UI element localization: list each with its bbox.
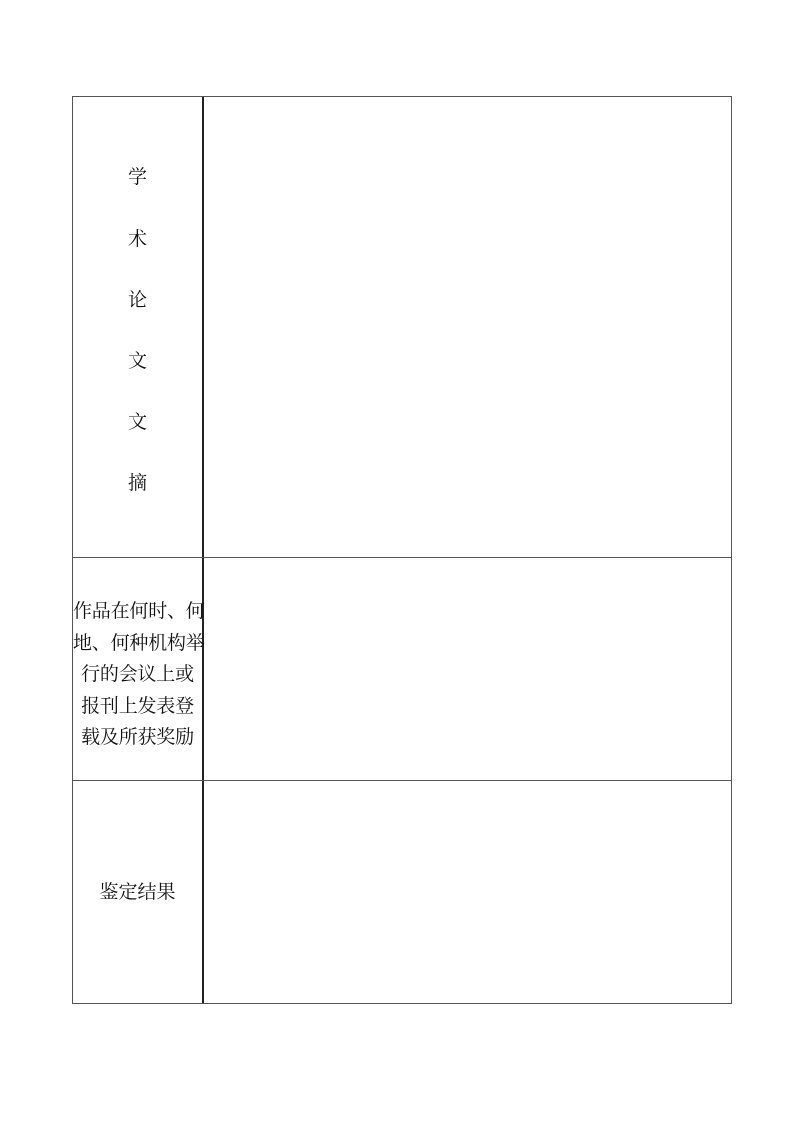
publication-label [73, 596, 205, 754]
publication-label-line: 报刊上发表登 [81, 694, 194, 717]
abstract-label-cell [73, 97, 204, 557]
abstract-content-field[interactable] [204, 97, 731, 557]
publication-label-line: 作品在何时、何 [73, 600, 205, 622]
abstract-label-char: 文 [127, 350, 147, 372]
appraisal-form-table [72, 96, 732, 1004]
publication-row [73, 558, 731, 781]
publication-label-line: 行的会议上或 [81, 663, 194, 685]
abstract-label-char: 学 [127, 166, 147, 188]
abstract-row [73, 97, 731, 558]
abstract-label-char: 术 [127, 228, 147, 250]
publication-label-cell [73, 558, 204, 780]
appraisal-content-field[interactable] [204, 781, 731, 1003]
appraisal-label-cell [73, 781, 204, 1003]
appraisal-label: 鉴定结果 [99, 880, 176, 903]
publication-content-field[interactable] [204, 558, 731, 780]
appraisal-row [73, 781, 731, 1003]
abstract-label-char: 论 [127, 289, 147, 311]
abstract-label-char: 摘 [127, 472, 147, 494]
abstract-label-char: 文 [127, 411, 147, 433]
publication-label-line: 地、何种机构举 [73, 631, 205, 654]
publication-label-line: 载及所获奖励 [81, 726, 194, 748]
abstract-label [73, 97, 202, 557]
